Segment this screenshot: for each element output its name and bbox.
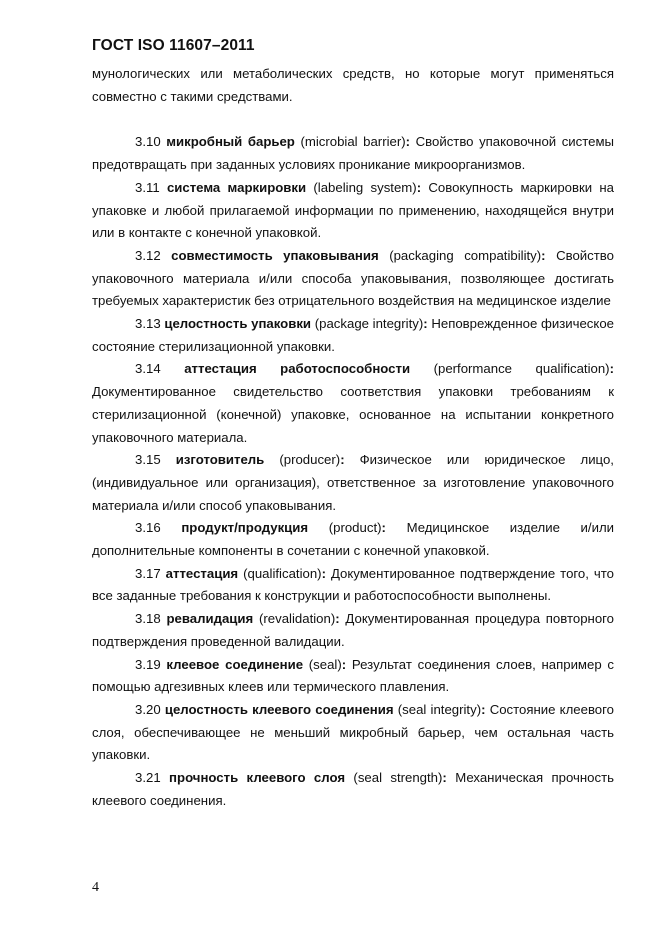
- term-english: (packaging compatibility): [389, 247, 542, 263]
- term-definition-3-18: [92, 608, 614, 653]
- term-colon: :: [341, 656, 347, 672]
- term-number: 3.16: [135, 520, 161, 536]
- term-colon: :: [335, 611, 340, 627]
- term-description: Механическая прочность клеевого соединения.: [92, 770, 615, 808]
- document-body: [92, 63, 614, 813]
- paragraph-gap: [92, 108, 614, 131]
- term-definition-3-12: [92, 245, 614, 313]
- term-english: (seal): [308, 656, 342, 672]
- document-code-header: ГОСТ ISO 11607–2011: [92, 37, 255, 54]
- term-description: Свойство упаковочной системы предотвращать при заданных условиях проникание микроорганизмов.: [92, 134, 615, 173]
- term-definition-3-20: [92, 699, 614, 767]
- term-colon: :: [381, 520, 386, 536]
- term-definition-3-21: [92, 767, 614, 812]
- term-english: (microbial barrier): [300, 134, 406, 150]
- term-description: Документированное свидетельство соответствия упаковки требованиям к стерилизационной (конечной) упаковке, основанное на испытании конкретного упаковочного материала.: [92, 384, 614, 445]
- term-colon: :: [321, 565, 326, 581]
- term-description: Документированное подтверждение того, что все заданные требования к конструкции и работоспособности выполнены.: [92, 565, 615, 604]
- term-number: 3.21: [135, 770, 161, 786]
- term-description: Документированная процедура повторного подтверждения проведенной валидации.: [92, 611, 615, 649]
- term-english: (labeling system): [313, 179, 417, 195]
- term-english: (performance qualification): [433, 361, 610, 377]
- term-title: ревалидация: [166, 611, 254, 627]
- term-definition-3-11: [92, 177, 614, 245]
- term-description: Результат соединения слоев, например с помощью адгезивных клеев или термического плавления.: [92, 656, 615, 695]
- term-title: клеевое соединение: [166, 656, 304, 672]
- term-colon: :: [442, 770, 447, 786]
- term-english: (seal strength): [353, 770, 443, 786]
- term-number: 3.15: [135, 452, 161, 468]
- term-description: Совокупность маркировки на упаковке и любой прилагаемой информации по применению, находящейся внутри или в контакте с конечной упаковкой.: [92, 179, 615, 241]
- intro-paragraph: мунологических или метаболических средств, но которые могут применяться совместно с такими средствами.: [92, 66, 614, 104]
- term-colon: :: [609, 361, 614, 377]
- term-title: аттестация работоспособности: [184, 361, 411, 377]
- term-title: целостность клеевого соединения: [164, 701, 394, 717]
- term-definition-3-16: [92, 517, 614, 562]
- term-number: 3.18: [135, 611, 161, 627]
- term-colon: :: [405, 134, 411, 150]
- term-description: Состояние клеевого слоя, обеспечивающее не меньший микробный барьер, чем остальная часть упаковки.: [92, 701, 614, 763]
- term-description: Физическое или юридическое лицо, (индивидуальное или организация), ответственное за изготовление упаковочного материала и/или способ упаковывания.: [92, 452, 614, 513]
- term-title: совместимость упаковывания: [171, 247, 379, 263]
- term-number: 3.17: [135, 565, 161, 581]
- term-colon: :: [481, 701, 486, 717]
- term-description: Неповрежденное физическое состояние стерилизационной упаковки.: [92, 316, 614, 354]
- term-title: микробный барьер: [166, 134, 295, 150]
- term-description: Медицинское изделие и/или дополнительные компоненты в сочетании с конечной упаковкой.: [92, 520, 615, 559]
- term-number: 3.12: [135, 247, 161, 263]
- term-number: 3.14: [135, 361, 161, 377]
- term-definition-3-10: [92, 131, 614, 176]
- terms-list: [92, 131, 614, 812]
- term-english: (package integrity): [314, 316, 424, 332]
- term-title: продукт/продукция: [181, 520, 309, 536]
- term-english: (producer): [279, 452, 341, 468]
- term-description: Свойство упаковочного материала и/или способа упаковывания, позволяющее достигать требуемых характеристик без отрицательного воздействия на медицинское изделие: [92, 247, 614, 309]
- term-number: 3.19: [135, 656, 161, 672]
- term-definition-3-14: [92, 358, 614, 449]
- term-colon: :: [340, 452, 345, 468]
- term-number: 3.13: [135, 316, 161, 332]
- term-english: (seal integrity): [397, 701, 482, 717]
- term-title: аттестация: [165, 565, 239, 581]
- term-english: (product): [328, 520, 382, 536]
- term-title: целостность упаковки: [164, 316, 312, 332]
- page-number: 4: [92, 880, 99, 895]
- term-definition-3-13: [92, 313, 614, 358]
- term-title: изготовитель: [175, 452, 265, 468]
- term-number: 3.11: [135, 179, 160, 195]
- term-colon: :: [423, 316, 428, 332]
- term-title: прочность клеевого слоя: [169, 770, 346, 786]
- term-title: система маркировки: [166, 179, 307, 195]
- term-definition-3-15: [92, 449, 614, 517]
- term-number: 3.10: [135, 134, 161, 150]
- term-definition-3-19: [92, 654, 614, 699]
- term-english: (qualification): [243, 565, 322, 581]
- term-colon: :: [541, 247, 546, 263]
- term-number: 3.20: [135, 701, 161, 717]
- term-definition-3-17: [92, 563, 614, 608]
- term-colon: :: [416, 179, 422, 195]
- term-english: (revalidation): [259, 611, 336, 627]
